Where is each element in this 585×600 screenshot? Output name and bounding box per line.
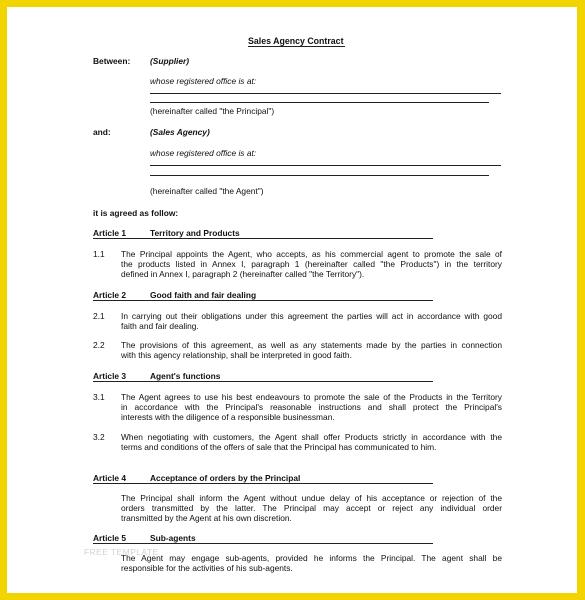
title-underline [248,46,345,47]
clause-line: interests with the diligence of a responsible businessman. [121,412,335,422]
article-number: Article 1 [93,228,127,238]
clause-line: The Principal appoints the Agent, who accepts, as his commercial agent to promote the sale of [121,249,502,259]
document-page [93,0,503,600]
article-number: Article 2 [93,290,127,300]
clause-number: 3.2 [93,432,105,442]
clause-text [121,249,502,279]
article-number: Article 4 [93,473,127,483]
clause-line: In carrying out their obligations under this agreement the parties will act in accordance with good [121,311,502,321]
article-underline [93,543,433,544]
clause-number: 1.1 [93,249,105,259]
watermark-text: FREE TEMPLATE [84,547,159,557]
article-title: Acceptance of orders by the Principal [150,473,301,483]
article-title: Good faith and fair dealing [150,290,257,300]
agency-address-line-2 [150,175,489,176]
supplier-address-line-1 [150,93,501,94]
article-number: Article 5 [93,533,127,543]
clause-line: transmitted by the Agent at his own discretion. [121,513,292,523]
clause-number: 3.1 [93,392,105,402]
clause-line: responsible for the activities of his sub-agents. [121,563,293,573]
agreed-statement: it is agreed as follow: [93,208,179,218]
article-title: Territory and Products [150,228,240,238]
article-underline [93,381,433,382]
clause-text [121,392,502,422]
document-title: Sales Agency Contract [248,36,344,46]
supplier-office-label: whose registered office is at: [150,76,257,86]
clause-line: When negotiating with customers, the Agent shall offer Products strictly in accordance with the [121,432,502,442]
principal-called: (hereinafter called "the Principal") [150,106,275,116]
clause-text [121,493,502,523]
sales-agency-party: (Sales Agency) [150,127,210,137]
clause-line: The provisions of this agreement, as well as any statements made by the parties in connection [121,340,502,350]
clause-text [121,553,502,573]
agency-address-line-1 [150,165,501,166]
article-title: Sub-agents [150,533,196,543]
and-label: and: [93,127,111,137]
clause-line: with this agency relationship, shall be interpreted in good faith. [121,350,352,360]
agency-office-label: whose registered office is at: [150,148,257,158]
article-underline [93,238,433,239]
clause-line: orders transmitted by the latter. The Principal may accept or reject any individual order [121,503,502,513]
between-label: Between: [93,56,131,66]
clause-number: 2.1 [93,311,105,321]
clause-text [121,311,502,331]
clause-line: The Agent may engage sub-agents, provided he informs the Principal. The agent shall be [121,553,502,563]
article-underline [93,483,433,484]
article-title: Agent's functions [150,371,221,381]
clause-line: defined in Annex I, paragraph 2 (hereinafter called "the Territory"). [121,269,365,279]
clause-line: faith and fair dealing. [121,321,199,331]
clause-line: The Agent agrees to use his best endeavours to promote the sale of the Products in the Territory [121,392,502,402]
clause-text [121,340,502,360]
clause-text [121,432,502,452]
supplier-address-line-2 [150,102,489,103]
article-number: Article 3 [93,371,127,381]
clause-line: the products listed in Annex I, paragraph 1 (hereinafter called "the Products") in the territory [121,259,502,269]
article-underline [93,300,433,301]
clause-line: The Principal shall inform the Agent without undue delay of his acceptance or rejection of the [121,493,502,503]
clause-number: 2.2 [93,340,105,350]
supplier-party: (Supplier) [150,56,190,66]
clause-line: terms and conditions of the offers of sale that the Principal has communicated to him. [121,442,437,452]
agent-called: (hereinafter called "the Agent") [150,186,264,196]
clause-line: in accordance with the Principal's reasonable instructions and shall protect the Principal's [121,402,502,412]
